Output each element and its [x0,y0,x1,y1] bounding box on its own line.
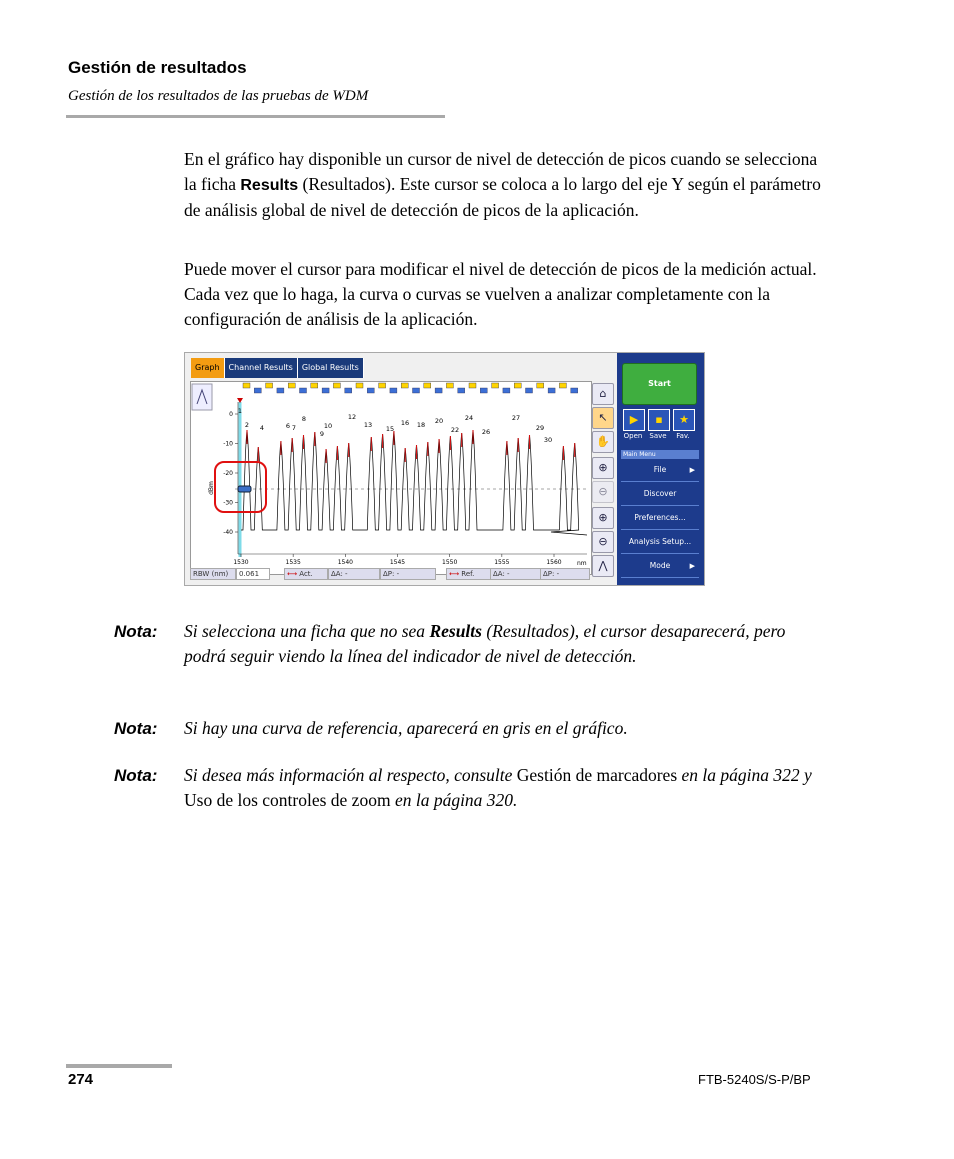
menu-item-file[interactable]: File ▶ [621,459,699,482]
channel-marker [503,388,510,393]
delta-p-1: ΔP: - [380,568,436,580]
channel-marker [480,388,487,393]
peak-label: 18 [416,421,426,429]
peak-label: 1 [237,407,243,415]
y-tick-label: 0 [229,411,233,418]
right-panel [617,353,704,585]
channel-marker [492,383,499,388]
channel-marker [571,388,578,393]
paragraph-2: Puede mover el cursor para modificar el nivel de detección de picos de la medición actual. Cada vez que lo haga, la curva o curvas se vuelven a analizar completamente con la configuración de análisis de la aplicación. [184,259,817,329]
link-controles-zoom[interactable]: Uso de los controles de zoom [184,790,391,810]
channel-marker [333,383,340,388]
channel-marker [458,388,465,393]
y-tick-label: -20 [223,470,233,477]
peak-label: 27 [511,414,521,422]
zoom-out-disabled-icon[interactable]: ⊖ [592,481,614,503]
note-label: Nota: [114,719,158,738]
channel-marker [526,388,533,393]
rbw-label: RBW (nm) [190,568,236,580]
channel-marker [413,388,420,393]
channel-marker [390,388,397,393]
peak-label: 6 [285,422,291,430]
paragraph-1-text-b: (Resultados). Este cursor se coloca a lo largo del eje Y según el parámetro de análisis global de nivel de detección de picos de la aplicación. [184,174,821,220]
save-label: Save [649,432,667,440]
spectrum-curve [241,430,587,535]
channel-marker [367,388,374,393]
peak-label: 20 [434,417,444,425]
channel-markers [243,383,578,393]
chevron-right-icon: ▶ [689,466,695,474]
menu-item-mode[interactable]: Mode ▶ [621,555,699,578]
peak-highlights [247,430,575,463]
zoom-in-icon[interactable]: ⊕ [592,507,614,529]
note-1-text: Si selecciona una ficha que no sea Results (Resultados), el cursor desaparecerá, pero podrá seguir viendo la línea del indicador de nivel de detección. [184,621,786,666]
zoom-thumbnail-icon[interactable] [192,384,212,410]
rbw-value: 0.061 [236,568,270,580]
start-button[interactable]: Start [622,363,697,405]
channel-marker [446,383,453,388]
note-2 [114,716,834,741]
channel-marker [401,383,408,388]
menu-item-analysis-setup[interactable]: Analysis Setup... [621,531,699,554]
channel-marker [559,383,566,388]
section-subtitle: Gestión de los resultados de las pruebas de WDM [68,88,369,104]
pan-hand-icon[interactable]: ✋ [592,431,614,453]
peak-label: 26 [481,428,491,436]
spectrum-svg [191,382,591,574]
y-tick-label: -30 [223,499,233,507]
paragraph-1 [184,147,824,223]
main-menu-header: Main Menu [621,450,699,459]
full-view-icon[interactable]: ⌂ [592,383,614,405]
zoom-fit-icon[interactable]: ⋀ [592,555,614,577]
tab-global-results[interactable]: Global Results [298,358,364,378]
section-title: Gestión de resultados [68,58,247,77]
y-axis-label: dBm [208,481,215,495]
peak-labels [238,407,552,444]
status-bar [190,568,590,580]
delta-lambda-2: ΔA: - [490,568,542,580]
paragraph-1-text-a: En el gráfico hay disponible un cursor de nivel de detección de picos cuando se selecciona la ficha [184,149,818,194]
x-tick-label: 1555 [494,559,510,566]
peak-label: 16 [400,419,410,427]
x-tick-label: 1550 [442,559,458,566]
peak-label: 7 [291,424,297,432]
delta-lambda-1: ΔA: - [328,568,380,580]
x-tick-label: 1545 [389,559,406,566]
channel-marker [435,388,442,393]
fav-label: Fav. [676,432,690,440]
menu-item-discover[interactable]: Discover [621,483,699,506]
pointer-icon[interactable]: ↖ [592,407,614,429]
channel-marker [243,383,250,388]
channel-marker [424,383,431,388]
channel-marker [356,383,363,388]
note-3-text: Si desea más información al respecto, consulte Gestión de marcadores en la página 322 y Uso de los controles de zoom en la página 320. [184,765,812,810]
peak-label: 22 [450,426,460,434]
peak-label: 30 [543,436,553,444]
y-tick-label: -10 [223,440,233,448]
product-model: FTB-5240S/S-P/BP [698,1072,811,1087]
tab-graph[interactable]: Graph [191,358,225,378]
x-axis [233,554,587,566]
x-axis-unit: nm [577,560,587,567]
peak-label: 24 [464,414,474,422]
channel-marker [300,388,307,393]
channel-marker [288,383,295,388]
note-label: Nota: [114,766,158,785]
zoom-area-icon[interactable]: ⊕ [592,457,614,479]
favorite-star-icon[interactable]: ★ [673,409,695,431]
paragraph-1-bold: Results [240,177,299,194]
graph-toolbar [591,381,615,576]
peak-label: 10 [323,422,333,430]
save-disk-icon[interactable]: ▪ [648,409,670,431]
channel-marker [514,383,521,388]
channel-marker [266,383,273,388]
x-tick-label: 1530 [233,559,249,566]
y-tick-label: -40 [223,529,233,536]
peak-label: 9 [319,430,325,438]
peak-label: 8 [301,415,307,423]
open-label: Open [623,432,643,440]
delta-p-2: ΔP: - [540,568,590,580]
x-tick-label: 1535 [285,559,301,566]
channel-marker [254,388,261,393]
peak-label: 13 [363,421,373,429]
channel-marker [322,388,329,393]
detection-cursor-handle[interactable] [238,486,251,492]
channel-marker [469,383,476,388]
page-number: 274 [68,1071,94,1088]
header-divider [66,115,445,118]
channel-marker [379,383,386,388]
tab-bar [191,358,364,378]
peak-label: 2 [244,421,250,429]
x-tick-label: 1540 [337,559,353,566]
menu-item-preferences[interactable]: Preferences... [621,507,699,530]
footer-divider [66,1064,172,1068]
open-folder-icon[interactable]: ▶ [623,409,645,431]
spectrum-graph [190,381,592,575]
note-2-text: Si hay una curva de referencia, aparecerá en gris en el gráfico. [184,718,628,738]
peak-label: 12 [347,413,357,421]
y-axis [223,402,238,554]
channel-marker [345,388,352,393]
link-gestion-marcadores[interactable]: Gestión de marcadores [516,765,678,785]
channel-marker [277,388,284,393]
zoom-out-icon[interactable]: ⊖ [592,531,614,553]
reference-marker-button[interactable]: ⟷ Ref. [446,568,492,580]
note-1 [114,619,834,694]
chevron-right-icon: ▶ [689,562,695,570]
channel-marker [537,383,544,388]
peak-label: 29 [535,424,545,432]
tab-channel-results[interactable]: Channel Results [225,358,298,378]
note-3 [114,763,834,813]
peak-label: 4 [259,424,265,432]
note-label: Nota: [114,622,158,641]
active-marker-button[interactable]: ⟷ Act. [284,568,328,580]
channel-marker [311,383,318,388]
application-screenshot [184,352,705,586]
x-tick-label: 1560 [546,559,562,566]
channel-marker [548,388,555,393]
peak-label: 15 [385,425,395,433]
